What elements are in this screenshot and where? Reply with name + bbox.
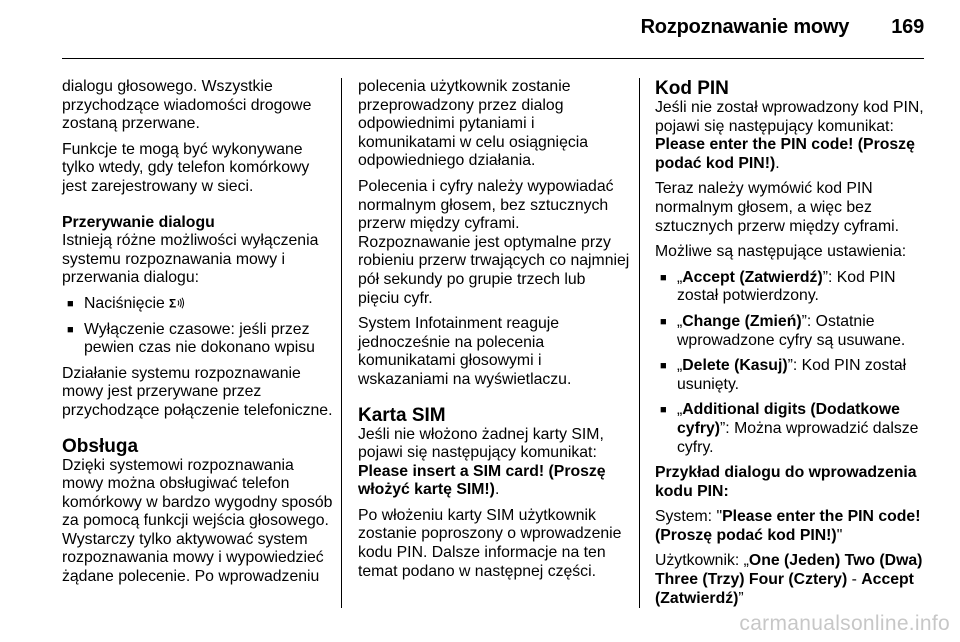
option-label: Additional digits (Dodatkowe cyfry) bbox=[677, 401, 900, 437]
watermark: carmanualsonline.info bbox=[739, 612, 950, 635]
quote-mark: „ bbox=[677, 312, 683, 330]
paragraph: Po włożeniu karty SIM użytkownik zostanie poproszony o wprowadzenie kodu PIN. Dalsze informacje na ten temat podano w następnej części. bbox=[358, 506, 622, 580]
column-2 bbox=[358, 78, 630, 588]
list-item bbox=[655, 269, 927, 306]
paragraph: Teraz należy wymówić kod PIN normalnym głosem, a więc bez sztucznych przerw między cyframi. bbox=[655, 180, 900, 235]
list-item bbox=[655, 357, 927, 394]
option-description: ”: Kod PIN został potwierdzony. bbox=[677, 268, 896, 305]
column-divider-1 bbox=[341, 78, 342, 608]
section-heading: Kod PIN bbox=[655, 78, 729, 99]
options-list bbox=[655, 269, 927, 457]
quote-mark: „ bbox=[677, 401, 683, 419]
svg-text:Σ: Σ bbox=[169, 296, 177, 309]
list-item-text: Naciśnięcie bbox=[84, 294, 165, 312]
paragraph: Działanie systemu rozpoznawanie mowy jest przerywane przez przychodzące połączenie telefoniczne. bbox=[62, 364, 333, 419]
text: Jeśli nie włożono żadnej karty SIM, pojawi się następujący komunikat: bbox=[358, 425, 604, 462]
option-label: Accept (Zatwierdź) bbox=[682, 268, 823, 286]
paragraph: System Infotainment reaguje jednocześnie na polecenia komunikatami głosowymi i wskazaniami na wyświetlaczu. bbox=[358, 315, 572, 388]
quote-mark: „ bbox=[677, 268, 683, 286]
speaker-label: System: " bbox=[655, 508, 723, 526]
column-3 bbox=[655, 78, 927, 615]
column-divider-2 bbox=[639, 78, 640, 608]
command-text: One (Jeden) Two (Dwa) Three (Trzy) Four (Cztery) bbox=[655, 552, 923, 589]
option-description: ”: Kod PIN został usunięty. bbox=[677, 357, 907, 393]
message-text: Please insert a SIM card! (Proszę włożyć kartę SIM!) bbox=[358, 462, 606, 499]
bullet-list bbox=[62, 295, 334, 358]
quote-mark: " bbox=[836, 526, 843, 544]
paragraph: Polecenia i cyfry należy wypowiadać normalnym głosem, bez sztucznych przerw między cyframi. Rozpoznawanie jest optymalne przy robieniu przerw trwających co najmniej pół sekundy po grupie trzech lub pięciu cyfr. bbox=[358, 177, 630, 307]
page-title: Rozpoznawanie mowy bbox=[640, 16, 850, 38]
option-description: ”: Ostatnie wprowadzone cyfry są usuwane. bbox=[677, 312, 906, 349]
quote-mark: ” bbox=[738, 589, 744, 607]
paragraph: dialogu głosowego. Wszystkie przychodzące wiadomości drogowe zostaną przerwane. bbox=[62, 78, 312, 133]
speaker-label: Użytkownik: „ bbox=[655, 552, 749, 570]
section-heading: Karta SIM bbox=[358, 404, 446, 426]
message-text: Please enter the PIN code! (Proszę podać kod PIN!) bbox=[655, 508, 921, 544]
command-text: Accept (Zatwierdź) bbox=[655, 571, 914, 607]
option-description: ”: Można wprowadzić dalsze cyfry. bbox=[677, 419, 919, 456]
sub-heading: Przykład dialogu do wprowadzenia kodu PIN: bbox=[655, 464, 917, 500]
option-label: Change (Zmień) bbox=[682, 312, 802, 330]
section-heading: Obsługa bbox=[62, 435, 139, 457]
voice-control-icon bbox=[169, 296, 185, 308]
page-number: 169 bbox=[891, 16, 924, 38]
list-item: ■ Wyłączenie czasowe: jeśli przez pewien czas nie dokonano wpisu bbox=[62, 321, 334, 358]
paragraph bbox=[655, 99, 927, 173]
text: . bbox=[775, 154, 780, 172]
paragraph bbox=[655, 508, 927, 545]
list-item bbox=[62, 295, 334, 314]
paragraph: Funkcje te mogą być wykonywane tylko wtedy, gdy telefon komórkowy jest zarejestrowany w sieci. bbox=[62, 140, 310, 195]
page-header bbox=[0, 16, 924, 39]
paragraph: Możliwe są następujące ustawienia: bbox=[655, 243, 907, 261]
message-text: Please enter the PIN code! (Proszę podać kod PIN!) bbox=[655, 136, 915, 172]
paragraph: Istnieją różne możliwości wyłączenia systemu rozpoznawania mowy i przerwania dialogu: bbox=[62, 232, 319, 287]
option-label: Delete (Kasuj) bbox=[682, 357, 788, 375]
list-item bbox=[655, 401, 927, 457]
sub-heading: Przerywanie dialogu bbox=[62, 213, 215, 231]
header-rule bbox=[62, 58, 924, 59]
list-item bbox=[655, 313, 927, 350]
text: Jeśli nie został wprowadzony kod PIN, pojawi się następujący komunikat: bbox=[655, 99, 924, 135]
text: . bbox=[494, 481, 500, 499]
paragraph bbox=[655, 552, 927, 608]
paragraph: polecenia użytkownik zostanie przeprowadzony przez dialog odpowiednimi pytaniami i komunikatami w celu osiągnięcia odpowiedniego działania. bbox=[358, 78, 589, 170]
quote-mark: „ bbox=[677, 357, 683, 375]
paragraph bbox=[358, 426, 630, 500]
column-1 bbox=[62, 78, 334, 594]
paragraph: Dzięki systemowi rozpoznawania mowy można obsługiwać telefon komórkowy w bardzo wygodny sposób za pomocą funkcji wejścia głosowego. Wystarczy tylko aktywować system rozpoznawania mowy i wypowiedzieć żądane polecenie. Po wprowadzeniu bbox=[62, 456, 333, 586]
text: - bbox=[847, 571, 862, 589]
